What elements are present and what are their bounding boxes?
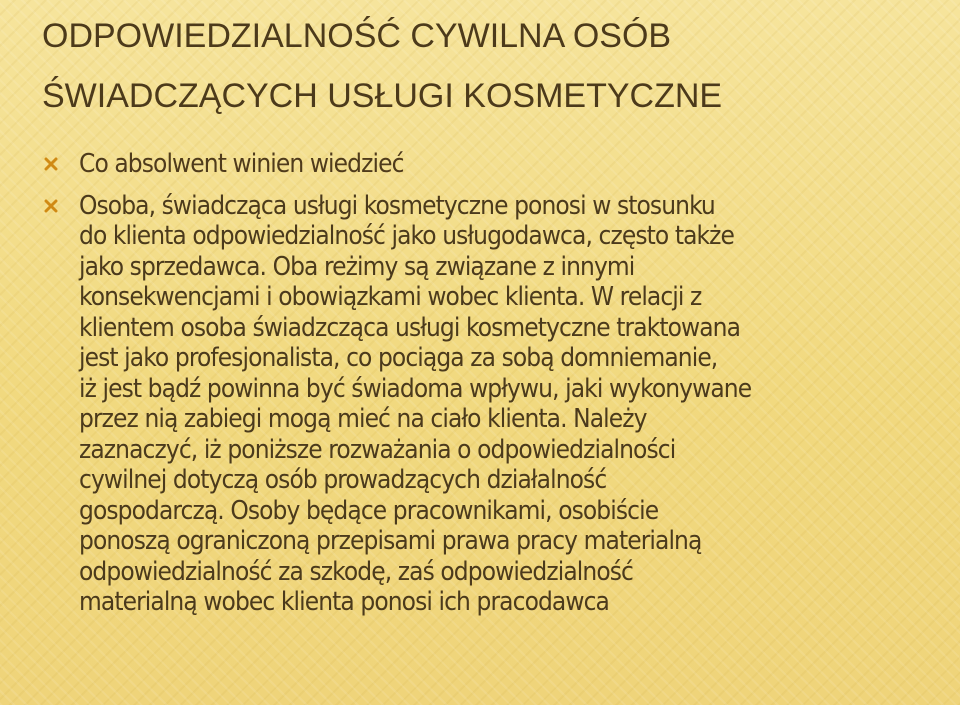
bullet-text-line: przez nią zabiegi mogą mieć na ciało klienta. Należy (79, 404, 647, 434)
bullet-text-line: odpowiedzialność za szkodę, zaś odpowiedzialność (79, 556, 633, 587)
bullet-item (40, 191, 920, 618)
bullet-list (40, 149, 920, 618)
bullet-text-line: klientem osoba świadzcząca usługi kosmetyczne traktowana (79, 312, 741, 343)
cross-mark-icon (44, 157, 58, 171)
bullet-text-line: do klienta odpowiedzialność jako usługodawca, często także (79, 221, 735, 251)
bullet-item (40, 149, 920, 180)
bullet-text-line: jest jako profesjonalista, co pociąga za sobą domniemanie, (79, 343, 718, 373)
bullet-text-line: Osoba, świadcząca usługi kosmetyczne ponosi w stosunku (79, 190, 715, 221)
bullet-text-line: jako sprzedawca. Oba reżimy są związane z innymi (79, 251, 635, 282)
bullet-text-line: ponoszą ograniczoną przepisami prawa pracy materialną (79, 526, 702, 556)
bullet-text-line: zaznaczyć, iż poniższe rozważania o odpowiedzialności (79, 434, 676, 465)
bullet-text-line: cywilnej dotyczą osób prowadzących działalność (79, 465, 607, 495)
slide-title-line: ŚWIADCZĄCYCH USŁUGI KOSMETYCZNE (42, 77, 723, 115)
bullet-text-line: iż jest bądź powinna być świadoma wpływu, jaki wykonywane (79, 373, 752, 404)
bullet-text-line: konsekwencjami i obowiązkami wobec klienta. W relacji z (79, 282, 702, 312)
bullet-text-line: gospodarczą. Osoby będące pracownikami, osobiście (79, 495, 659, 526)
bullet-text-line: Co absolwent winien wiedzieć (79, 149, 404, 179)
slide-title (42, 6, 922, 126)
cross-mark-icon (44, 199, 58, 213)
slide-title-line: ODPOWIEDZIALNOŚĆ CYWILNA OSÓB (42, 17, 672, 55)
bullet-text-line: materialną wobec klienta ponosi ich pracodawca (79, 587, 609, 617)
